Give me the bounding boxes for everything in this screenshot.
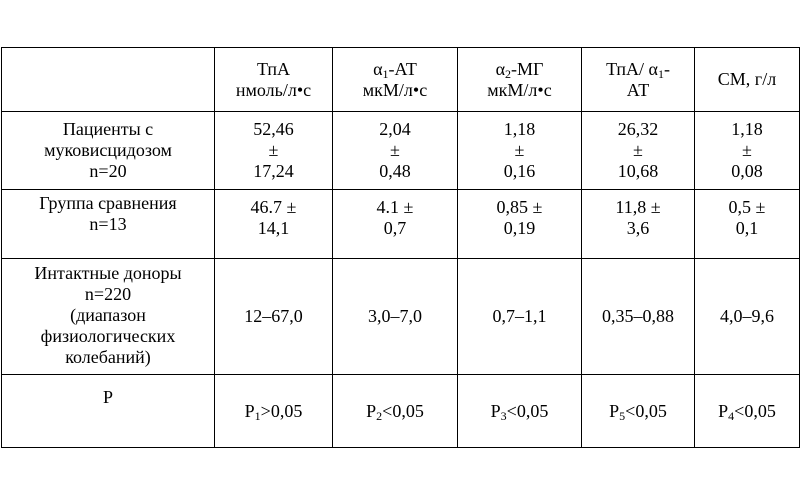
sd-value: 0,1 <box>735 218 759 238</box>
cell-tpa <box>215 190 333 259</box>
mean-value: 0,5 ± <box>728 197 766 217</box>
sd-value: 3,6 <box>626 218 650 238</box>
p-letter: Р <box>366 400 377 421</box>
mean-value: 1,18 <box>731 119 763 139</box>
label-line: (диапазон <box>70 305 146 325</box>
sd-value: 0,16 <box>503 161 536 181</box>
cell-p2 <box>333 375 458 448</box>
plus-minus: ± <box>390 140 400 160</box>
header-ratio-name-2: АТ <box>626 79 650 100</box>
alpha-symbol: α <box>373 58 383 79</box>
cell-a1at: 3,0–7,0 <box>333 259 458 375</box>
sd-value: 0,7 <box>383 218 407 238</box>
mean-value: 4.1 ± <box>376 197 414 217</box>
row-label <box>2 112 215 190</box>
mean-value: 2,04 <box>379 119 411 139</box>
p-letter: Р <box>609 400 620 421</box>
cell-ratio <box>582 112 695 190</box>
mean-value: 0,85 ± <box>496 197 543 217</box>
p-subscript: 5 <box>619 408 626 423</box>
label-line: физиологических <box>40 326 176 346</box>
cell-a2mg: 0,7–1,1 <box>458 259 582 375</box>
cell-cm <box>695 112 800 190</box>
p-subscript: 4 <box>728 408 735 423</box>
subscript: 2 <box>505 66 512 81</box>
cell-ratio <box>582 190 695 259</box>
label-line: n=220 <box>84 284 132 304</box>
header-ratio <box>582 48 695 112</box>
p-comparison: <0,05 <box>506 400 549 421</box>
cell-ratio: 0,35–0,88 <box>582 259 695 375</box>
header-corner-cell <box>2 48 215 112</box>
cell-p4 <box>695 375 800 448</box>
header-a2mg-unit: мкМ/л•с <box>487 79 552 100</box>
cell-p5 <box>582 375 695 448</box>
row-label: Р <box>2 375 215 448</box>
mean-value: 52,46 <box>253 119 294 139</box>
table-row-intact-donors <box>2 259 800 375</box>
name-rest: - <box>663 58 670 79</box>
table-row-cf-patients <box>2 112 800 190</box>
header-ratio-name <box>586 59 690 80</box>
header-a1at-name <box>337 59 453 80</box>
p-letter: Р <box>490 400 501 421</box>
name-rest: -АТ <box>388 58 417 79</box>
cell-tpa <box>215 112 333 190</box>
plus-minus: ± <box>514 140 525 160</box>
alpha-symbol: α <box>495 58 506 79</box>
plus-minus: ± <box>633 140 643 160</box>
cell-a2mg <box>458 190 582 259</box>
label-line: Интактные доноры <box>34 263 182 283</box>
sd-value: 14,1 <box>257 218 290 238</box>
mean-value: 11,8 ± <box>615 197 661 217</box>
subscript: 1 <box>382 66 389 81</box>
label-line: Группа сравнения <box>39 193 177 213</box>
label-line: колебаний) <box>65 347 151 367</box>
header-tpa <box>215 48 333 112</box>
table-header-row <box>2 48 800 112</box>
table-row-comparison-group <box>2 190 800 259</box>
row-label <box>2 190 215 259</box>
p-letter: Р <box>718 400 729 421</box>
header-cm: СМ, г/л <box>695 48 800 112</box>
mean-value: 26,32 <box>617 119 659 139</box>
p-subscript: 3 <box>500 408 507 423</box>
name-rest: -МГ <box>511 58 544 79</box>
sd-value: 0,48 <box>379 161 411 181</box>
sd-value: 10,68 <box>617 161 659 181</box>
cell-a2mg <box>458 112 582 190</box>
label-line: Пациенты с <box>62 119 154 139</box>
cell-cm: 4,0–9,6 <box>695 259 800 375</box>
cell-a1at <box>333 112 458 190</box>
label-line: муковисцидозом <box>44 140 172 160</box>
header-a2mg <box>458 48 582 112</box>
sd-value: 17,24 <box>253 161 294 181</box>
label-line: n=13 <box>89 214 127 234</box>
cell-p1 <box>215 375 333 448</box>
plus-minus: ± <box>742 140 752 160</box>
subscript: 1 <box>657 66 664 81</box>
header-a1at <box>333 48 458 112</box>
mean-value: 1,18 <box>503 119 536 139</box>
p-subscript: 1 <box>254 408 261 423</box>
header-tpa-name: ТпА <box>257 58 290 79</box>
table-row-p-values <box>2 375 800 448</box>
name-pre: ТпА/ α <box>606 58 658 79</box>
cell-p3 <box>458 375 582 448</box>
p-comparison: <0,05 <box>382 400 424 421</box>
p-comparison: <0,05 <box>734 400 776 421</box>
cell-tpa: 12–67,0 <box>215 259 333 375</box>
header-a1at-unit: мкМ/л•с <box>362 79 428 100</box>
header-tpa-unit: нмоль/л•с <box>235 79 312 100</box>
cell-a1at <box>333 190 458 259</box>
header-a2mg-name <box>462 59 577 80</box>
cell-cm <box>695 190 800 259</box>
sd-value: 0,08 <box>731 161 763 181</box>
row-label <box>2 259 215 375</box>
sd-value: 0,19 <box>503 218 536 238</box>
p-letter: Р <box>244 400 255 421</box>
plus-minus: ± <box>268 140 279 160</box>
p-comparison: >0,05 <box>260 400 303 421</box>
statistics-table <box>1 47 800 448</box>
p-subscript: 2 <box>376 408 383 423</box>
mean-value: 46.7 ± <box>250 197 297 217</box>
p-comparison: <0,05 <box>625 400 667 421</box>
label-line: n=20 <box>89 161 127 181</box>
